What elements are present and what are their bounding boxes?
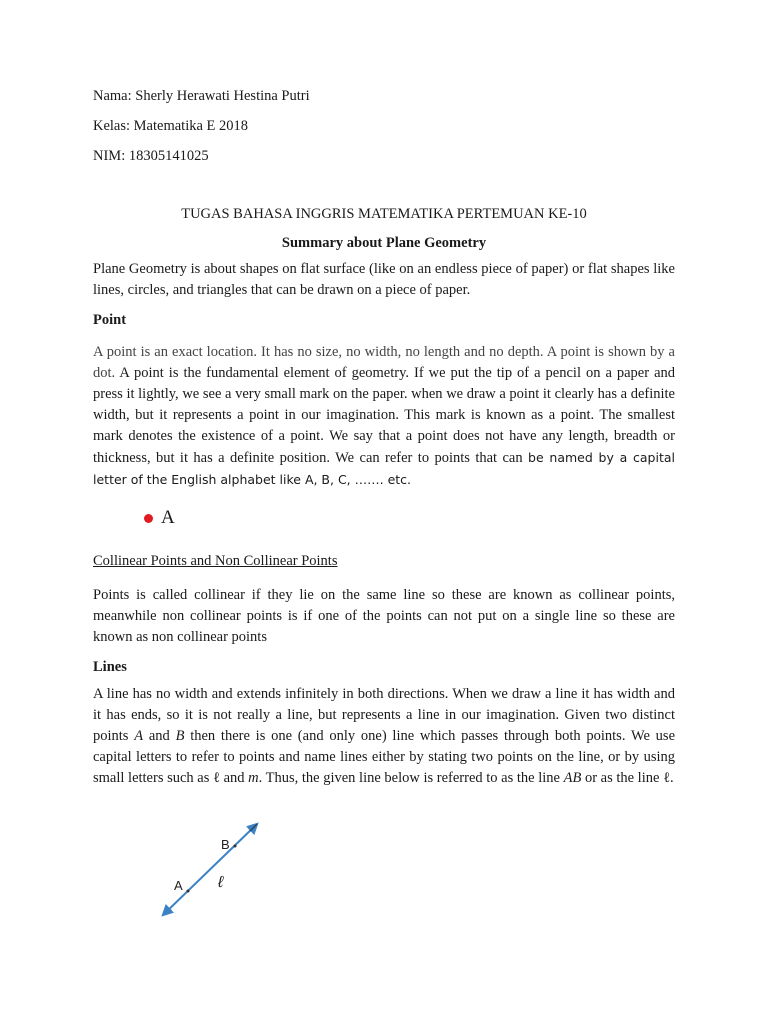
lines-text-6: or as the line [581, 770, 664, 786]
student-name: Nama: Sherly Herawati Hestina Putri [93, 88, 310, 104]
line-l-ref-2: ℓ [663, 770, 671, 786]
point-a-label: A [174, 878, 183, 893]
lines-paragraph [93, 684, 675, 789]
collinear-paragraph: Points is called collinear if they lie on the same line so these are known as collinear points, meanwhile non collinear points is if one of the points can not put on a single line so these are known as non collinear points [93, 587, 675, 645]
point-a-ref: A [134, 728, 144, 744]
point-paragraph [93, 342, 675, 491]
red-dot-icon [144, 514, 153, 523]
line-ab-ref: AB [563, 770, 582, 786]
point-naming: be named by a capital letter of the English alphabet like A, B, C, ……. etc. [93, 450, 675, 487]
intro-paragraph: Plane Geometry is about shapes on flat surface (like on an endless piece of paper) or flat shapes like lines, circles, and triangles that can be drawn on a piece of paper. [93, 261, 675, 298]
assignment-title: TUGAS BAHASA INGGRIS MATEMATIKA PERTEMUAN KE-10 [181, 206, 587, 222]
lines-text-3: then there is one (and only one) line which passes through both points. We use capital letters to refer to points and name lines either by stating two points on the line, or by using small letters such as [93, 728, 676, 786]
line-outline [250, 824, 257, 831]
summary-title: Summary about Plane Geometry [281, 235, 487, 251]
point-b-marker [234, 845, 237, 848]
lines-heading: Lines [93, 659, 127, 675]
line-l-label: ℓ [218, 874, 224, 891]
lines-text-1: A line has no width and extends infinitely in both directions. When we draw a line it has width and it has ends, so it is not really a line, but represents a line in our imagination. Given two distinct points [93, 686, 675, 744]
line-l-ref: ℓ [213, 770, 220, 786]
line-diagram [150, 815, 270, 925]
point-example-label: A [161, 507, 175, 528]
student-id: NIM: 18305141025 [93, 148, 209, 164]
collinear-heading: Collinear Points and Non Collinear Points [93, 553, 338, 569]
lines-text-2: and [143, 728, 176, 744]
point-b-ref: B [175, 728, 185, 744]
student-class: Kelas: Matematika E 2018 [93, 118, 249, 134]
point-heading: Point [93, 312, 127, 328]
lines-text-7: . [670, 770, 674, 786]
point-definition: A point is an exact location. It has no size, no width, no length and no depth. A point is shown by a dot. [93, 344, 675, 381]
line-ab [163, 824, 257, 915]
lines-text-5: . Thus, the given line below is referred to as the line [258, 770, 564, 786]
line-m-ref: m [248, 770, 259, 786]
lines-text-4: and [219, 770, 249, 786]
point-body: A point is the fundamental element of geometry. If we put the tip of a pencil on a paper and press it lightly, we see a very small mark on the paper. when we draw a point it clearly has a definite width, but it represents a point in our imagination. This mark is known as a point. The smallest mark denotes the existence of a point. We say that a point does not have any length, breadth or thickness, but it has a definite position. We can refer to points that can [93, 365, 675, 466]
point-a-marker [187, 890, 190, 893]
point-b-label: B [221, 837, 230, 852]
